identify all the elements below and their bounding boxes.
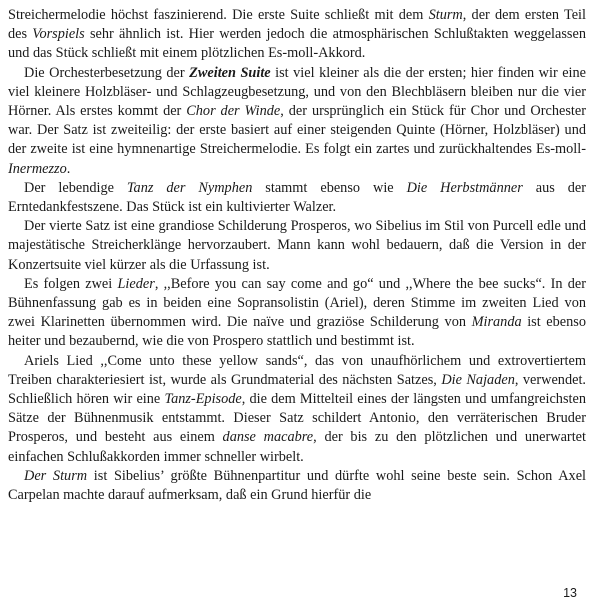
paragraph-der-sturm bbox=[8, 467, 586, 505]
text-run: stammt ebenso wie bbox=[252, 179, 407, 196]
work-title-chor-der-winde: Chor der Winde bbox=[186, 103, 281, 120]
work-title-herbstmaenner: Die Herbstmänner bbox=[406, 179, 523, 196]
text-run: , der dem ersten Teil des bbox=[8, 7, 586, 43]
text-run: Die Orchesterbesetzung der bbox=[24, 64, 190, 81]
text-run: Ariels Lied ,,Come unto these yellow sands“, das von unaufhörlichem und extrovertiertem Treiben charakteriesiert ist, wurde als Grundmaterial des nächsten Satzes, bbox=[8, 352, 586, 388]
work-title-tanz-der-nymphen: Tanz der Nymphen bbox=[126, 179, 253, 196]
text-run: Der vierte Satz ist eine grandiose Schilderung Prosperos, wo Sibelius im Stil von Purcell edle und majestätische Streicherklänge hervorzaubert. Mann kann wohl bedauern, daß die Version in der Konzertsuite viel kürzer als die Urfassung ist. bbox=[8, 218, 586, 273]
text-run: ist Sibelius’ größte Bühnenpartitur und dürfte wohl seine beste sein. Schon Axel Carpelan machte darauf aufmerksam, daß ein Grund hierfür die bbox=[8, 467, 587, 504]
text-run: , der ursprünglich ein Stück für Chor und Orchester war. Der Satz ist zweiteilig: der erste basiert auf einer steigenden Quinte (Hörner, Holzbläser) und der zweite ist eine hymnenartige Streichermelodie. Es folgt ein zartes und zurückhaltendes Es-moll- bbox=[8, 103, 587, 158]
text-run: Streichermelodie höchst faszinierend. Die erste Suite schließt mit dem bbox=[8, 7, 429, 23]
work-title-najaden: Die Najaden bbox=[441, 371, 515, 388]
page-number: 13 bbox=[563, 586, 577, 600]
paragraph-prospero bbox=[8, 217, 586, 275]
work-title-danse-macabre: danse macabre bbox=[222, 429, 314, 446]
work-title-vorspiel: Vorspiels bbox=[32, 26, 85, 43]
work-title-tanz-episode: Tanz-Episode bbox=[164, 391, 242, 408]
text-run: , verwendet. Schließlich hören wir eine bbox=[8, 371, 586, 408]
work-title-der-sturm: Der Sturm bbox=[24, 467, 88, 484]
text-run: , der bis zu den plötzlichen und unerwartet einfachen Schlußakkorden immer schneller wirbelt. bbox=[8, 429, 586, 465]
text-run: ist viel kleiner als die der ersten; hier finden wir eine viel kleinere Holzbläser- und Schlagzeugbesetzung, und von den Blechbläsern bleiben nur die vier Hörner. Als erstes kommt der bbox=[8, 64, 587, 120]
text-run: , ,,Before you can say come and go“ und ,,Where the bee sucks“. In der Bühnenfassung gab es in beiden eine Sopransolistin (Ariel), deren Stimme im zweiten Lied von zwei Klarinetten übernommen wird. Die naïve und graziöse Schilderung von bbox=[8, 275, 586, 331]
work-title-sturm: Sturm bbox=[428, 7, 463, 23]
paragraph-second-suite bbox=[8, 64, 586, 179]
text-run: , die dem Mittelteil eines der längsten und umfangreichsten Sätze der Bühnenmusik entstammt. Dieser Satz schildert Antonio, den verräterischen Bruder Prosperos, und besteht aus einem bbox=[8, 391, 586, 446]
text-run: aus der Erntedankfestszene. Das Stück ist ein kultivierter Walzer. bbox=[8, 179, 586, 216]
work-title-intermezzo: Inermezzo bbox=[8, 160, 67, 177]
text-run: Es folgen zwei bbox=[24, 275, 118, 292]
paragraph-ariels-lied bbox=[8, 352, 586, 467]
paragraph-lieder bbox=[8, 275, 586, 352]
work-title-lieder: Lieder bbox=[117, 275, 155, 292]
work-title-miranda: Miranda bbox=[471, 314, 522, 331]
text-run: ist ebenso heiter und bezaubernd, wie die von Prospero stattlich und bestimmt ist. bbox=[8, 314, 587, 350]
document-body bbox=[8, 6, 586, 505]
text-run: . bbox=[66, 160, 71, 177]
paragraph-suite-one-ending bbox=[8, 6, 586, 64]
text-run: Der lebendige bbox=[24, 179, 127, 196]
work-title-zweite-suite: Zweiten Suite bbox=[189, 64, 271, 81]
paragraph-tanz-der-nymphen bbox=[8, 179, 586, 217]
text-run: sehr ähnlich ist. Hier werden jedoch die atmosphärischen Schlußtakten weggelassen und das Stück schließt mit einem plötzlichen Es-moll-Akkord. bbox=[8, 26, 586, 62]
